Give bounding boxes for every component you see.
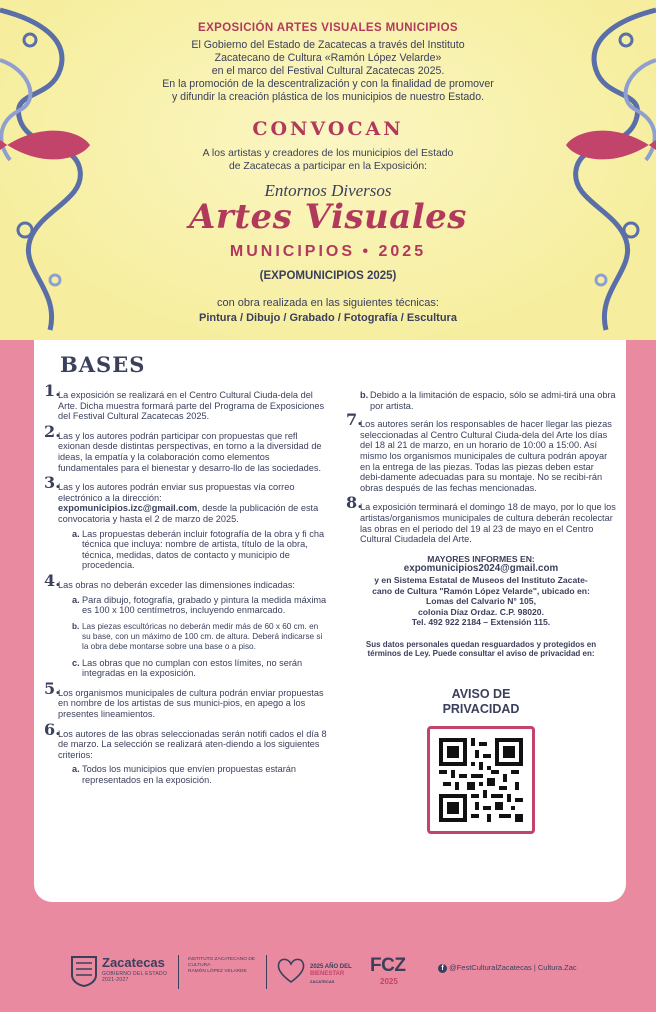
contact-email-link[interactable]: expomunicipios2024@gmail.com xyxy=(403,563,559,575)
base-item xyxy=(44,570,329,679)
bases-right-column xyxy=(346,390,616,834)
ornament-right-icon xyxy=(566,0,656,340)
exhibition-title: Artes Visuales xyxy=(189,197,467,237)
item-number: 6. xyxy=(44,719,61,739)
sub-text: Las obras que no cumplan con estos límites, no serán integradas en la exposición. xyxy=(82,657,303,679)
bienestar-line: 2025 AÑO DEL xyxy=(310,964,352,970)
bienestar-line: BIENESTAR xyxy=(310,971,345,977)
sub-item xyxy=(58,658,329,679)
sub-letter: a. xyxy=(72,528,80,539)
bienestar-logo xyxy=(310,964,352,985)
privacy-note xyxy=(346,640,616,659)
intro-line: El Gobierno del Estado de Zacatecas a través del Instituto xyxy=(191,39,465,51)
sub-letter: b. xyxy=(72,621,80,631)
contact-heading: MAYORES INFORMES EN: xyxy=(427,553,535,564)
social-handles-text: @FestCulturalZacatecas | Cultura.Zac xyxy=(449,963,577,972)
sub-text: Todos los municipios que envíen propuestas estarán representados en la exposición. xyxy=(82,764,296,786)
sub-text: Las piezas escultóricas no deberán medir más de 60 x 60 cm. en su base, con un máximo de 100 cm. de altura. Deberá indicarse si la obra debe montarse sobre una base o a piso. xyxy=(82,621,323,651)
item-number: 2. xyxy=(44,421,61,441)
social-handles[interactable] xyxy=(438,963,577,973)
bases-heading: BASES xyxy=(60,352,146,377)
item-text: Los organismos municipales de cultura podrán enviar propuestas en nombre de los artistas de sus munici-pios, en apego a los presentes lineamientos. xyxy=(58,687,324,720)
header-kicker: EXPOSICIÓN ARTES VISUALES MUNICIPIOS xyxy=(198,22,458,34)
item-text: La exposición terminará el domingo 18 de mayo, por lo que los artistas/organismos municipales de cultura deberán recolectar las obras en el periodo del 19 al 23 de mayo en el Centro Cultural Ciudadela del Arte. xyxy=(360,502,616,545)
sub-item xyxy=(58,764,329,785)
fcz-logo: FCZ xyxy=(370,955,406,976)
footer-divider xyxy=(266,955,267,989)
aviso-line: PRIVACIDAD xyxy=(442,701,520,716)
zacatecas-logo-text: Zacatecas xyxy=(102,955,165,970)
zac-years-line: 2021-2027 xyxy=(102,977,129,983)
contact-line: Tel. 492 922 2184 – Extensión 115. xyxy=(411,617,551,628)
sub-item xyxy=(58,529,329,571)
item-number: 4. xyxy=(44,570,61,590)
qr-code-icon xyxy=(439,738,523,822)
sub-text: Para dibujo, fotografía, grabado y pintura la medida máxima es 100 x 100 centímetros, incluyendo enmarcado. xyxy=(82,594,327,616)
facebook-icon: f xyxy=(438,964,447,973)
privacy-line: términos de Ley. Puede consultar el aviso de privacidad en: xyxy=(367,649,595,659)
base-item xyxy=(346,493,616,545)
item-text: Las obras no deberán exceder las dimensiones indicadas: xyxy=(58,579,295,590)
fcz-year: 2025 xyxy=(380,977,398,986)
contact-line: cano de Cultura "Ramón López Velarde", ubicado en: xyxy=(372,585,590,596)
bienestar-line: ZACATECAS xyxy=(310,979,335,984)
exhibition-subtitle: Entornos Diversos xyxy=(264,181,392,200)
invite-line: A los artistas y creadores de los municipios del Estado xyxy=(202,148,454,159)
item-text: La exposición se realizará en el Centro Cultural Ciuda-dela del Arte. Dicha muestra formará parte del Programa de Exposiciones del Festival Cultural Zacatecas 2025. xyxy=(58,390,325,422)
heart-icon xyxy=(276,956,306,984)
contact-line: colonia Díaz Ordaz. C.P. 98020. xyxy=(418,606,544,617)
privacy-line: Sus datos personales quedan resguardados y protegidos en xyxy=(365,639,597,649)
privacy-qr-code[interactable] xyxy=(427,726,535,834)
item-number: 5. xyxy=(44,678,61,698)
invite-line: de Zacatecas a participar en la Exposición: xyxy=(228,160,428,172)
bases-left-column xyxy=(44,381,329,795)
sub-item xyxy=(58,595,329,616)
sub-letter: a. xyxy=(72,764,80,775)
ornament-left-icon xyxy=(0,0,90,340)
contact-line: y en Sistema Estatal de Museos del Instituto Zacate- xyxy=(374,574,588,585)
sub-letter: c. xyxy=(72,657,80,668)
item-text: Las y los autores podrán enviar sus propuestas vía correo electrónico a la dirección: xyxy=(58,482,295,503)
sub-letter: a. xyxy=(72,594,80,605)
base-item xyxy=(44,678,329,720)
item-text: , desde la publicación de esta convocatoria y hasta el 2 de marzo de 2025. xyxy=(58,503,319,524)
techniques-list: Pintura / Dibujo / Grabado / Fotografía / Escultura xyxy=(199,312,457,324)
item-number: 8. xyxy=(346,493,363,513)
sub-item xyxy=(58,622,329,652)
header-banner xyxy=(0,0,656,340)
base-item xyxy=(346,410,616,493)
base-item xyxy=(44,381,329,422)
instituto-line: CULTURA xyxy=(188,963,211,968)
zacatecas-logo-sub xyxy=(102,971,167,983)
item-number: 3. xyxy=(44,473,61,493)
sub-letter: b. xyxy=(360,390,369,400)
sub-item xyxy=(346,390,616,411)
contact-info xyxy=(346,554,616,628)
contact-line: Lomas del Calvario N° 105, xyxy=(426,596,536,607)
aviso-line: AVISO DE xyxy=(451,686,511,701)
expo-short-name: (EXPOMUNICIPIOS 2025) xyxy=(259,270,397,282)
sub-text: Debido a la limitación de espacio, sólo se admi-tirá una obra por artista. xyxy=(370,390,616,411)
base-item xyxy=(44,421,329,473)
privacy-notice-heading xyxy=(346,687,616,717)
intro-line: En la promoción de la descentralización y con la finalidad de promover xyxy=(162,78,494,90)
header-intro xyxy=(110,39,546,104)
item-text: Los autores de las obras seleccionadas serán notifi cados el día 8 de marzo. La selección se realizará aten-diendo a los siguientes criterios: xyxy=(58,728,327,760)
zac-sub-line: GOBIERNO DEL ESTADO xyxy=(102,971,168,977)
item-text: Los autores serán los responsables de hacer llegar las piezas seleccionadas al Centro Cultural Ciuda-dela del Arte los días del 18 al 21 de marzo, en un horario de 10:00 a 15:00. Así mismo los organismos municipales de cultura podrán apoyar en la entrega de las piezas. Todas las piezas deben estar debi-damente adecuadas para su montaje. No se recibi-rán obras después de las fechas mencionadas. xyxy=(360,419,612,493)
item-number: 7. xyxy=(346,410,363,430)
base-item xyxy=(44,473,329,571)
intro-line: en el marco del Festival Cultural Zacatecas 2025. xyxy=(211,65,445,77)
sub-text: Las propuestas deberán incluir fotografía de la obra y fi cha técnica que incluya: nombre de artista, título de la obra, técnica, medidas, datos de contacto y municipio de procedencia. xyxy=(82,528,325,571)
intro-line: y difundir la creación plástica de los municipios de nuestro Estado. xyxy=(171,91,485,103)
convocan-heading: CONVOCAN xyxy=(252,118,404,140)
instituto-line: RAMÓN LÓPEZ VELARDE xyxy=(188,969,247,974)
bases-card xyxy=(34,340,626,902)
submission-email-link[interactable]: expomunicipios.izc@gmail.com xyxy=(58,503,198,514)
item-text: Las y los autores podrán participar con propuestas que refl exionan desde distintas perspectivas, en torno a la diversidad de ideas, la empatía y la colaboración como elementos fundamentales para el bienestar y desarro-llo de las sociedades. xyxy=(58,430,322,473)
item-number: 1. xyxy=(44,381,61,400)
municipios-year: MUNICIPIOS • 2025 xyxy=(229,243,427,260)
techniques-intro: con obra realizada en las siguientes técnicas: xyxy=(217,297,439,309)
intro-line: Zacatecano de Cultura «Ramón López Velarde» xyxy=(214,52,442,64)
base-item xyxy=(44,719,329,786)
instituto-logo xyxy=(188,957,268,975)
invite-text xyxy=(110,148,546,173)
footer-divider xyxy=(178,955,179,989)
zacatecas-shield-icon xyxy=(70,955,98,987)
instituto-line: INSTITUTO ZACATECANO DE xyxy=(188,957,255,962)
